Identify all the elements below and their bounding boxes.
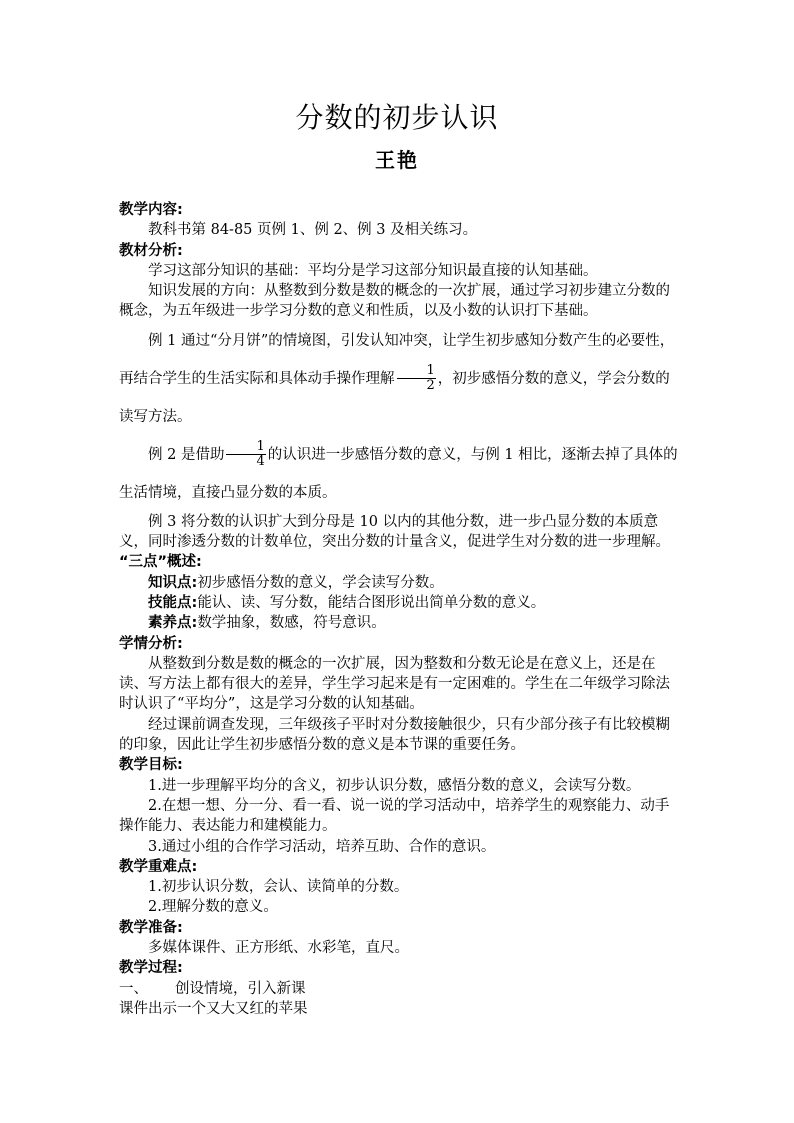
document-title: 分数的初步认识	[295, 101, 499, 134]
section-heading-preparation: 教学准备:	[119, 919, 183, 936]
fraction-one-quarter	[226, 440, 265, 469]
section-heading-content: 教学内容:	[119, 202, 183, 218]
key-point-1: 1.初步认识分数，会认、读简单的分数。	[148, 879, 409, 896]
learner-paragraph-2: 经过课前调查发现，三年级孩子平时对分数接触很少，只有少部分孩子有比较模糊的印象，因此让学生初步感悟分数的意义是本节课的重要任务。	[119, 716, 670, 754]
material-paragraph-5: 例 3 将分数的认识扩大到分母是 10 以内的其他分数，进一步凸显分数的本质意义，同时渗透分数的计数单位，突出分数的计量含义，促进学生对分数的进一步理解。	[119, 513, 670, 551]
three-points-knowledge	[119, 573, 679, 593]
material-paragraph-1: 学习这部分知识的基础：平均分是学习这部分知识最直接的认知基础。	[148, 262, 598, 279]
material-paragraph-4-text-b: 的认识进一步感悟分数的意义，与例 1 相比，逐渐去掉了具体的生活情境，直接凸显分数的本质。	[119, 446, 678, 501]
fraction-denominator: 4	[256, 454, 265, 470]
process-line-1: 课件出示一个又大又红的苹果	[119, 1000, 308, 1017]
learner-paragraph-1: 从整数到分数是数的概念的一次扩展，因为整数和分数无论是在意义上，还是在读、写方法上都有很大的差异，学生学习起来是有一定困难的。学生在二年级学习除法时认识了“平均分”，这是学习分数的认知基础。	[119, 655, 670, 713]
section-heading-learner: 学情分析:	[119, 635, 183, 652]
fraction-numerator: 1	[226, 440, 265, 455]
knowledge-text: 初步感悟分数的意义，学会读写分数。	[197, 574, 444, 591]
section-heading-three-points: “三点”概述:	[119, 554, 202, 571]
fraction-one-half	[397, 364, 436, 393]
three-points-skill	[119, 593, 679, 613]
material-paragraph-4-text-a: 例 2 是借助	[148, 446, 225, 463]
content-text: 教科书第 84-85 页例 1、例 2、例 3 及相关练习。	[148, 222, 478, 239]
section-heading-material: 教材分析:	[119, 242, 183, 259]
process-step-number: 一、	[119, 980, 148, 997]
section-heading-goals: 教学目标:	[119, 757, 183, 774]
material-paragraph-4	[119, 436, 679, 512]
literacy-text: 数学抽象，数感，符号意识。	[197, 615, 386, 632]
material-paragraph-3-text-a: 例 1 通过“分月饼”的情境图，引发认知冲突，让学生初步感知分数产生的必要性，再结合学生的生活实际和具体动手操作理解	[119, 332, 675, 387]
section-heading-process: 教学过程:	[119, 960, 183, 977]
skill-text: 能认、读、写分数，能结合图形说出简单分数的意义。	[197, 594, 546, 611]
document-author: 王艳	[375, 148, 419, 172]
material-paragraph-2: 知识发展的方向：从整数到分数是数的概念的一次扩展，通过学习初步建立分数的概念，为五年级进一步学习分数的意义和性质，以及小数的认识打下基础。	[119, 283, 670, 320]
document-body	[119, 200, 679, 1019]
section-heading-key-points: 教学重难点:	[119, 858, 198, 875]
goal-item-3: 3.通过小组的合作学习活动，培养互助、合作的意识。	[148, 838, 496, 855]
goal-item-1: 1.进一步理解平均分的含义，初步认识分数，感悟分数的意义，会读写分数。	[148, 777, 641, 794]
key-point-2: 2.理解分数的意义。	[148, 899, 278, 916]
fraction-numerator: 1	[397, 364, 436, 379]
material-paragraph-3-text-b: ，初步感悟分数的意义，学会分数的读写方法。	[119, 370, 670, 425]
skill-label: 技能点:	[148, 594, 198, 611]
process-step-1	[119, 979, 679, 999]
fraction-denominator: 2	[426, 378, 435, 394]
three-points-literacy	[119, 613, 679, 633]
goal-item-2: 2.在想一想、分一分、看一看、说一说的学习活动中，培养学生的观察能力、动手操作能力、表达能力和建模能力。	[119, 797, 670, 835]
material-paragraph-3	[119, 322, 679, 436]
process-step-title: 创设情境，引入新课	[175, 980, 306, 997]
literacy-label: 素养点:	[148, 615, 198, 632]
preparation-text: 多媒体课件、正方形纸、水彩笔，直尺。	[148, 940, 409, 957]
knowledge-label: 知识点:	[148, 574, 198, 591]
